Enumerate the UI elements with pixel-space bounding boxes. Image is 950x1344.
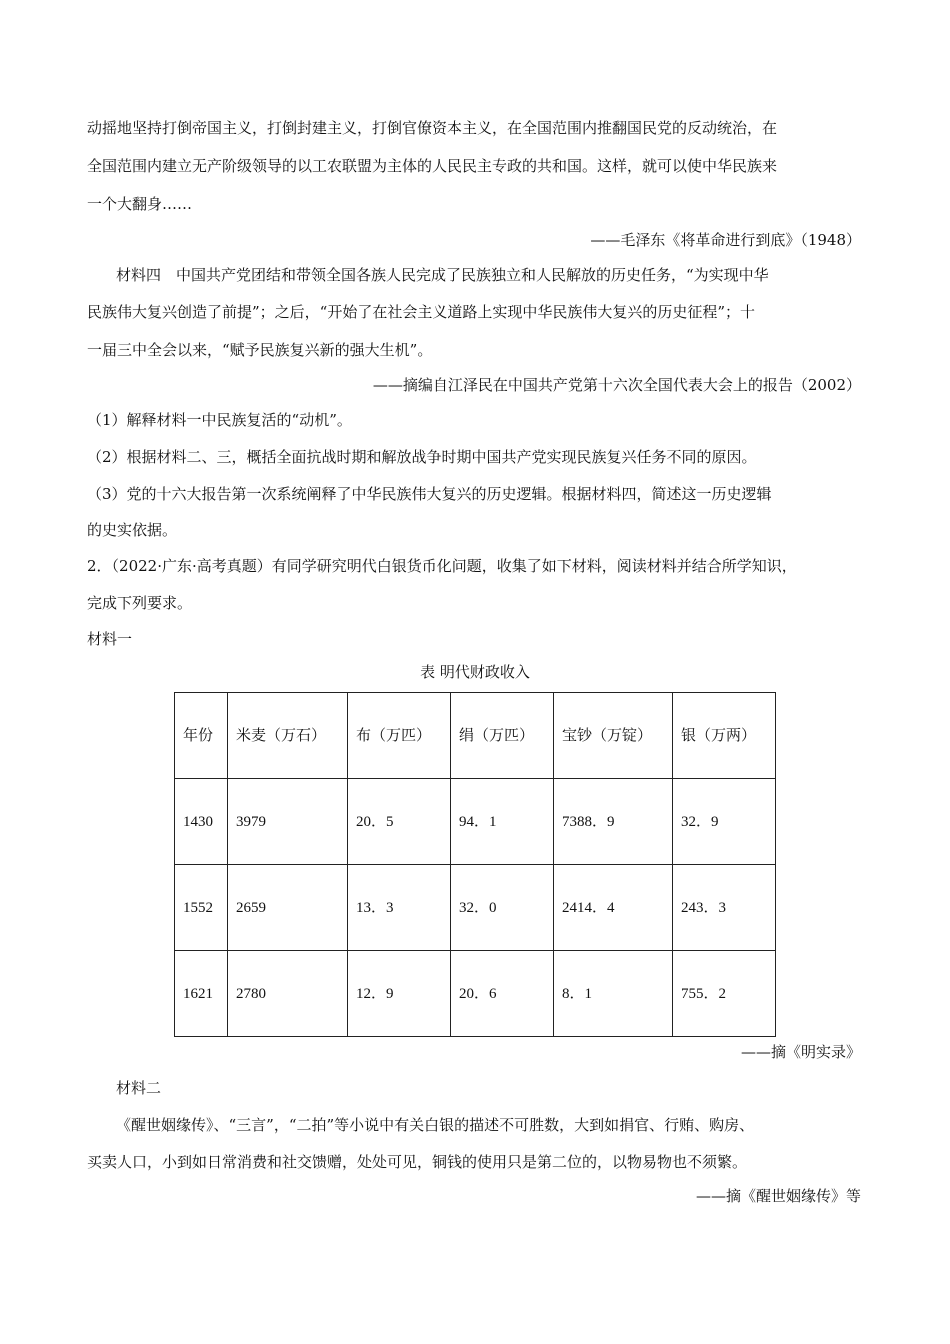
cell-paper-money: 7388．9 — [554, 779, 673, 865]
cell-grain: 2780 — [228, 951, 348, 1037]
table-title: 表 明代财政收入 — [420, 663, 530, 681]
cell-grain: 3979 — [228, 779, 348, 865]
cell-grain: 2659 — [228, 865, 348, 951]
table-header-row — [175, 693, 776, 779]
material-label: 材料二 — [116, 1079, 162, 1097]
header-paper-money: 宝钞（万锭） — [554, 693, 673, 779]
material-four-line: 材料四 中国共产党团结和带领全国各族人民完成了民族独立和人民解放的历史任务，“为实现中华 — [116, 266, 769, 284]
material-four-line: 民族伟大复兴创造了前提”；之后，“开始了在社会主义道路上实现中华民族伟大复兴的历史征程”；十 — [87, 303, 756, 321]
table-source: ——摘《明实录》 — [740, 1043, 861, 1061]
cell-silk: 32．0 — [451, 865, 554, 951]
cell-silver: 243．3 — [673, 865, 776, 951]
cell-cloth: 20．5 — [348, 779, 451, 865]
cell-silver: 755．2 — [673, 951, 776, 1037]
material-two-line: 买卖人口，小到如日常消费和社交馈赠，处处可见，铜钱的使用只是第二位的，以物易物也不须繁。 — [87, 1153, 748, 1171]
source-citation: ——摘编自江泽民在中国共产党第十六次全国代表大会上的报告（2002） — [372, 376, 861, 394]
paragraph-line: 全国范围内建立无产阶级领导的以工农联盟为主体的人民民主专政的共和国。这样，就可以使中华民族来 — [87, 157, 778, 175]
material-label: 材料一 — [87, 630, 133, 648]
material-four-line: 一届三中全会以来，“赋予民族复兴新的强大生机”。 — [87, 341, 433, 359]
table-row — [175, 951, 776, 1037]
cell-cloth: 13．3 — [348, 865, 451, 951]
revenue-table — [174, 692, 776, 1037]
cell-silk: 94．1 — [451, 779, 554, 865]
material-two-line: 《醒世姻缘传》、“三言”，“二拍”等小说中有关白银的描述不可胜数，大到如捐官、行贿、购房、 — [116, 1116, 755, 1134]
cell-silk: 20．6 — [451, 951, 554, 1037]
cell-paper-money: 2414．4 — [554, 865, 673, 951]
source-citation: ——摘《醒世姻缘传》等 — [695, 1187, 861, 1205]
table-row — [175, 779, 776, 865]
header-grain: 米麦（万石） — [228, 693, 348, 779]
cell-silver: 32．9 — [673, 779, 776, 865]
source-citation: ——毛泽东《将革命进行到底》（1948） — [590, 231, 861, 249]
cell-paper-money: 8．1 — [554, 951, 673, 1037]
question-3-cont: 的史实依据。 — [87, 521, 178, 539]
paragraph-line: 一个大翻身…… — [87, 195, 193, 213]
header-silk: 绢（万匹） — [451, 693, 554, 779]
question-2: （2）根据材料二、三，概括全面抗战时期和解放战争时期中国共产党实现民族复兴任务不同的原因。 — [87, 448, 757, 466]
cell-year: 1430 — [175, 779, 228, 865]
cell-year: 1552 — [175, 865, 228, 951]
question-intro: 完成下列要求。 — [87, 594, 193, 612]
header-cloth: 布（万匹） — [348, 693, 451, 779]
paragraph-line: 动摇地坚持打倒帝国主义，打倒封建主义，打倒官僚资本主义，在全国范围内推翻国民党的反动统治，在 — [87, 119, 778, 137]
header-year: 年份 — [175, 693, 228, 779]
header-silver: 银（万两） — [673, 693, 776, 779]
question-3: （3）党的十六大报告第一次系统阐释了中华民族伟大复兴的历史逻辑。根据材料四，简述这一历史逻辑 — [87, 485, 772, 503]
cell-cloth: 12．9 — [348, 951, 451, 1037]
cell-year: 1621 — [175, 951, 228, 1037]
table-row — [175, 865, 776, 951]
question-intro: 2．（2022·广东·高考真题）有同学研究明代白银货币化问题，收集了如下材料，阅读材料并结合所学知识， — [87, 557, 797, 575]
question-1: （1）解释材料一中民族复活的“动机”。 — [87, 411, 352, 429]
